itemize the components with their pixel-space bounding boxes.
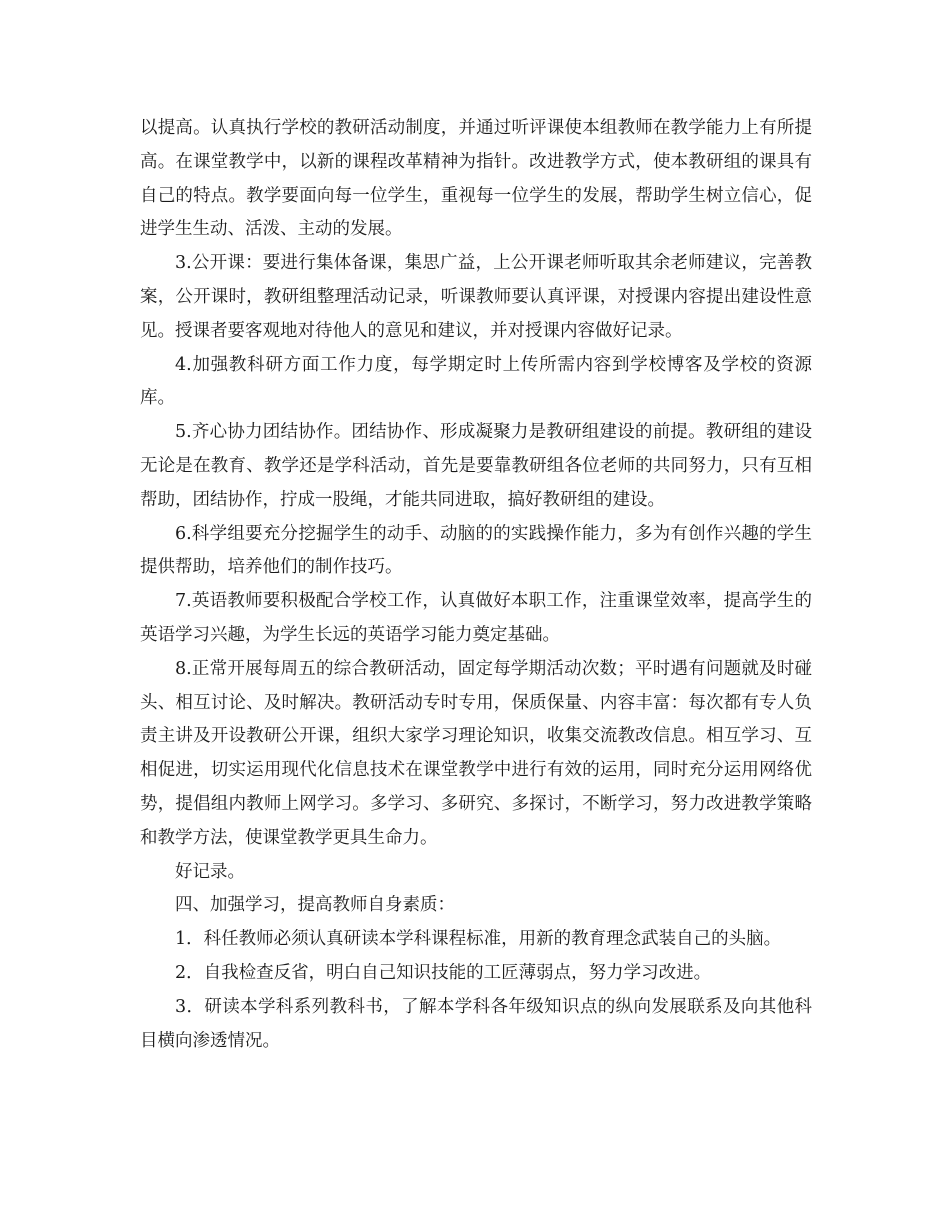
section-heading-4: 四、加强学习，提高教师自身素质： [175,895,455,916]
paragraph-item-8: 8.正常开展每周五的综合教研活动，固定每学期活动次数；平时遇有问题就及时碰头、相互讨论、及时解决。教研活动专时专用，保质保量、内容丰富：每次都有专人负责主讲及开设教研公开课，组织大家学习理论知识，收集交流教改信息。相互学习、互相促进，切实运用现代化信息技术在课堂教学中进行有效的运用，同时充分运用网络优势，提倡组内教师上网学习。多学习、多研究、多探讨，不断学习，努力改进教学策略和教学方法，使课堂教学更具生命力。 [140,658,812,848]
list-item-1: 1．科任教师必须认真研读本学科课程标准，用新的教育理念武装自己的头脑。 [175,929,782,950]
paragraph-fragment: 好记录。 [175,861,245,882]
list-item-3: 3．研读本学科系列教科书，了解本学科各年级知识点的纵向发展联系及向其他科目横向渗透情况。 [140,996,812,1051]
paragraph-item-5: 5.齐心协力团结协作。团结协作、形成凝聚力是教研组建设的前提。教研组的建设无论是在教育、教学还是学科活动，首先是要靠教研组各位老师的共同努力，只有互相帮助，团结协作，拧成一股绳，才能共同进取，搞好教研组的建设。 [140,422,812,510]
paragraph-item-6: 6.科学组要充分挖掘学生的动手、动脑的的实践操作能力，多为有创作兴趣的学生提供帮助，培养他们的制作技巧。 [140,523,812,578]
paragraph-item-3: 3.公开课：要进行集体备课，集思广益，上公开课老师听取其余老师建议，完善教案，公开课时，教研组整理活动记录，听课教师要认真评课，对授课内容提出建设性意见。授课者要客观地对待他人的意见和建议，并对授课内容做好记录。 [140,253,812,341]
paragraph-item-7: 7.英语教师要积极配合学校工作，认真做好本职工作，注重课堂效率，提高学生的英语学习兴趣，为学生长远的英语学习能力奠定基础。 [140,591,812,645]
list-item-2: 2．自我检查反省，明白自己知识技能的工匠薄弱点，努力学习改进。 [175,962,712,983]
paragraph-continuation: 以提高。认真执行学校的教研活动制度，并通过听评课使本组教师在教学能力上有所提高。在课堂教学中，以新的课程改革精神为指针。改进教学方式，使本教研组的课具有自己的特点。教学要面向每一位学生，重视每一位学生的发展，帮助学生树立信心，促进学生生动、活泼、主动的发展。 [140,118,812,240]
paragraph-item-4: 4.加强教科研方面工作力度，每学期定时上传所需内容到学校博客及学校的资源库。 [140,354,812,409]
document-page [140,112,812,1058]
